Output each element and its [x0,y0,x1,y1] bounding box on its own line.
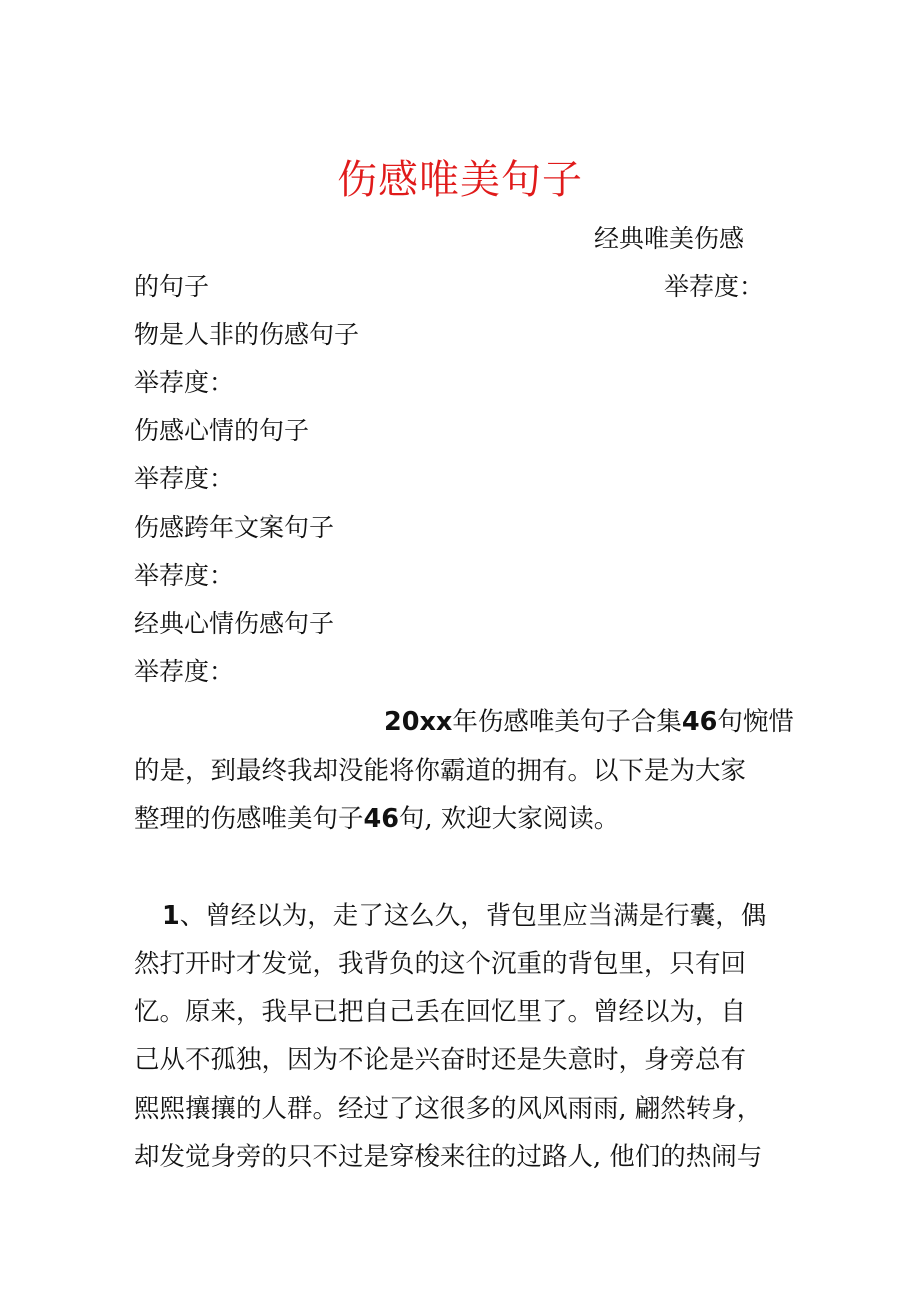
toc-item-title: 伤感心情的句子 [134,416,310,445]
intro-count: 46 [681,707,718,737]
toc-item-title: 经典心情伤感句子 [134,609,335,638]
toc-line-right: 经典唯美伤感 [594,224,745,253]
entry-line: 熙熙攘攘的人群。经过了这很多的风风雨雨, 翩然转身， [134,1094,763,1124]
entry-line [162,899,812,933]
intro-line [384,705,794,739]
entry-line: 忆。原来，我早已把自己丢在回忆里了。曾经以为，自 [134,997,747,1027]
toc-item-title: 物是人非的伤感句子 [134,320,360,349]
intro-text: 整理的伤感唯美句子 [134,804,364,834]
intro-text: 句, 欢迎大家阅读。 [399,804,620,834]
intro-year: 20xx [384,707,453,737]
entry-text: 、曾经以为，走了这么久，背包里应当满是行囊，偶 [179,901,767,931]
page-title: 伤感唯美句子 [337,157,583,203]
toc-rating-label: 举荐度： [664,272,765,301]
entry-line: 己从不孤独，因为不论是兴奋时还是失意时，身旁总有 [134,1045,747,1075]
intro-line [134,802,619,836]
entry-line: 然打开时才发觉，我背负的这个沉重的背包里，只有回 [134,949,747,979]
entry-number: 1 [162,901,180,931]
toc-line-left: 的句子 [134,272,210,301]
entry-line: 却发觉身旁的只不过是穿梭来往的过路人, 他们的热闹与 [134,1142,763,1172]
toc-item-rating: 举荐度： [134,561,235,590]
toc-item-rating: 举荐度： [134,368,235,397]
intro-count: 46 [363,804,400,834]
intro-line: 的是，到最终我却没能将你霸道的拥有。以下是为大家 [134,756,747,786]
toc-item-rating: 举荐度： [134,464,235,493]
intro-text: 年伤感唯美句子合集 [452,707,682,737]
intro-text: 句惋惜 [717,707,794,737]
toc-item-rating: 举荐度： [134,657,235,686]
toc-item-title: 伤感跨年文案句子 [134,513,335,542]
